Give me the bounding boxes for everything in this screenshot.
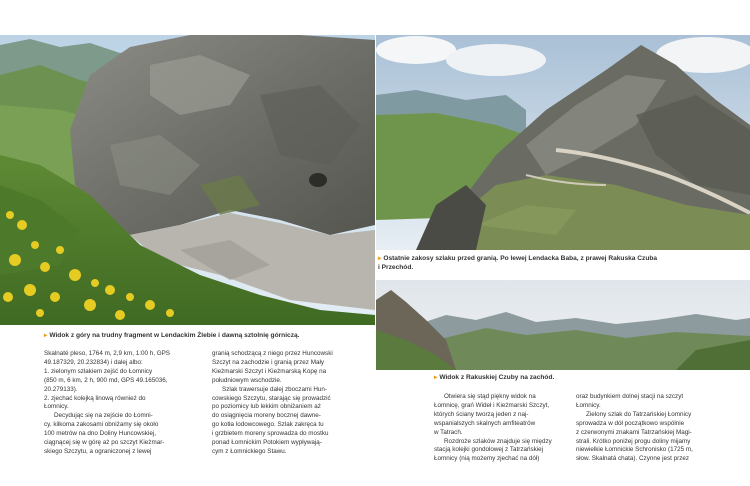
col1-line: ciągnącej się w górę aż po szczyt Kieżmar- <box>44 439 165 447</box>
col1-line: 20.279133). <box>44 385 78 393</box>
col2-line: po poziomicy lub lekkim obniżaniem aż <box>212 403 321 411</box>
col1-line: 100 metrów na dno Doliny Huncowskiej, <box>44 430 157 438</box>
col2-line: i grzbietem moreny sprowadza do mostku <box>212 430 329 438</box>
col3-line: Łomnicy (nią możemy zjechać na dół) <box>434 455 540 463</box>
left-photo-caption: ▸ Widok z góry na trudny fragment w Lendackim Żlebie i dawną sztolnię górniczą. <box>44 332 300 339</box>
right-bottom-caption: ▸ Widok z Rakuskiej Czuby na zachód. <box>434 374 555 381</box>
col2-line: ponad Łomnickim Potokiem wypływają- <box>212 439 322 447</box>
col2-line: południowym wschodzie. <box>212 376 282 384</box>
right-bottom-photo <box>376 280 750 370</box>
col3-line: w Tatrach. <box>434 428 463 436</box>
text-column-1 <box>44 350 189 457</box>
col3-line: Łomnicę, grań Wideł i Kieżmarski Szczyt, <box>434 401 550 409</box>
col2-line: Kieżmarski Szczyt i Kieżmarską Kopę na <box>212 367 327 375</box>
col4-line: słow. Skalnatá chata). Czynne jest przez <box>576 455 690 463</box>
col3-line: Rozdroże szlaków znajduje się między <box>444 437 552 445</box>
text-column-3 <box>434 393 574 464</box>
col4-line: strali. Krótko poniżej progu doliny mijamy <box>576 437 691 445</box>
col3-line: stacją kolejki gondolowej z Tatrzańskiej <box>434 446 544 454</box>
col1-line: cy, kilkoma zakosami obniżamy się około <box>44 421 159 429</box>
col3-line: wspanialszych skalnych amfiteatrów <box>434 419 536 427</box>
col1-line: 2. zjechać kolejką linową również do <box>44 394 146 402</box>
caption-arrow-icon: ▸ <box>434 374 438 381</box>
col1-line: Łomnicy. <box>44 403 69 411</box>
col4-line: Zielony szlak do Tatrzańskiej Łomnicy <box>586 410 692 418</box>
col4-line: niewielkie Łomnickie Schronisko (1725 m, <box>576 446 693 454</box>
right-top-caption: ▸ Ostatnie zakosy szlaku przed granią. Po lewej Lendacka Baba, z prawej Rakuska Czuba i Przechód. <box>378 255 658 271</box>
right-top-photo <box>376 35 750 250</box>
col1-line: skiego Szczytu, a ograniczonej z lewej <box>44 447 152 455</box>
col2-line: granią schodzącą z niego przez Huncowski <box>212 350 333 357</box>
col2-line: go kotła lodowcowego. Szlak zakręca tu <box>212 421 324 429</box>
col3-line: Otwiera się stąd piękny widok na <box>444 393 536 400</box>
col4-line: oraz budynkiem dolnej stacji na szczyt <box>576 393 684 400</box>
text-column-4 <box>576 393 726 464</box>
col2-line: cowskiego Szczytu, starając się prowadzić <box>212 394 331 402</box>
col2-line: Szczyt na zachodzie i granią przez Mały <box>212 358 324 366</box>
col1-line: 49.187329, 20.232834) i dalej albo: <box>44 358 143 366</box>
text-column-2 <box>212 350 362 457</box>
col4-line: z czerwonymi znakami Tatrzańskiej Magi- <box>576 428 692 436</box>
left-photo <box>0 35 375 325</box>
col1-line: Skalnaté pleso, 1764 m, 2,9 km, 1:00 h, GPS <box>44 350 171 357</box>
caption-arrow-icon: ▸ <box>378 255 382 262</box>
col1-line: 1. zielonym szlakiem zejść do Łomnicy <box>44 367 153 375</box>
col3-line: których ściany tworzą jeden z naj- <box>434 410 529 418</box>
col2-line: do osiągnięcia moreny bocznej dawne- <box>212 412 321 420</box>
col2-line: Szlak trawersuje dalej zboczami Hun- <box>222 385 327 393</box>
col2-line: cym z Łomnickiego Stawu. <box>212 447 287 455</box>
col1-line: (850 m, 6 km, 2 h, 900 md, GPS 49.165036, <box>44 376 168 384</box>
col1-line: Decydując się na zejście do Łomni- <box>54 412 153 420</box>
caption-arrow-icon: ▸ <box>44 332 48 339</box>
col4-line: sprowadza w dół początkowo wspólnie <box>576 419 685 427</box>
col4-line: Łomnicy. <box>576 401 601 409</box>
